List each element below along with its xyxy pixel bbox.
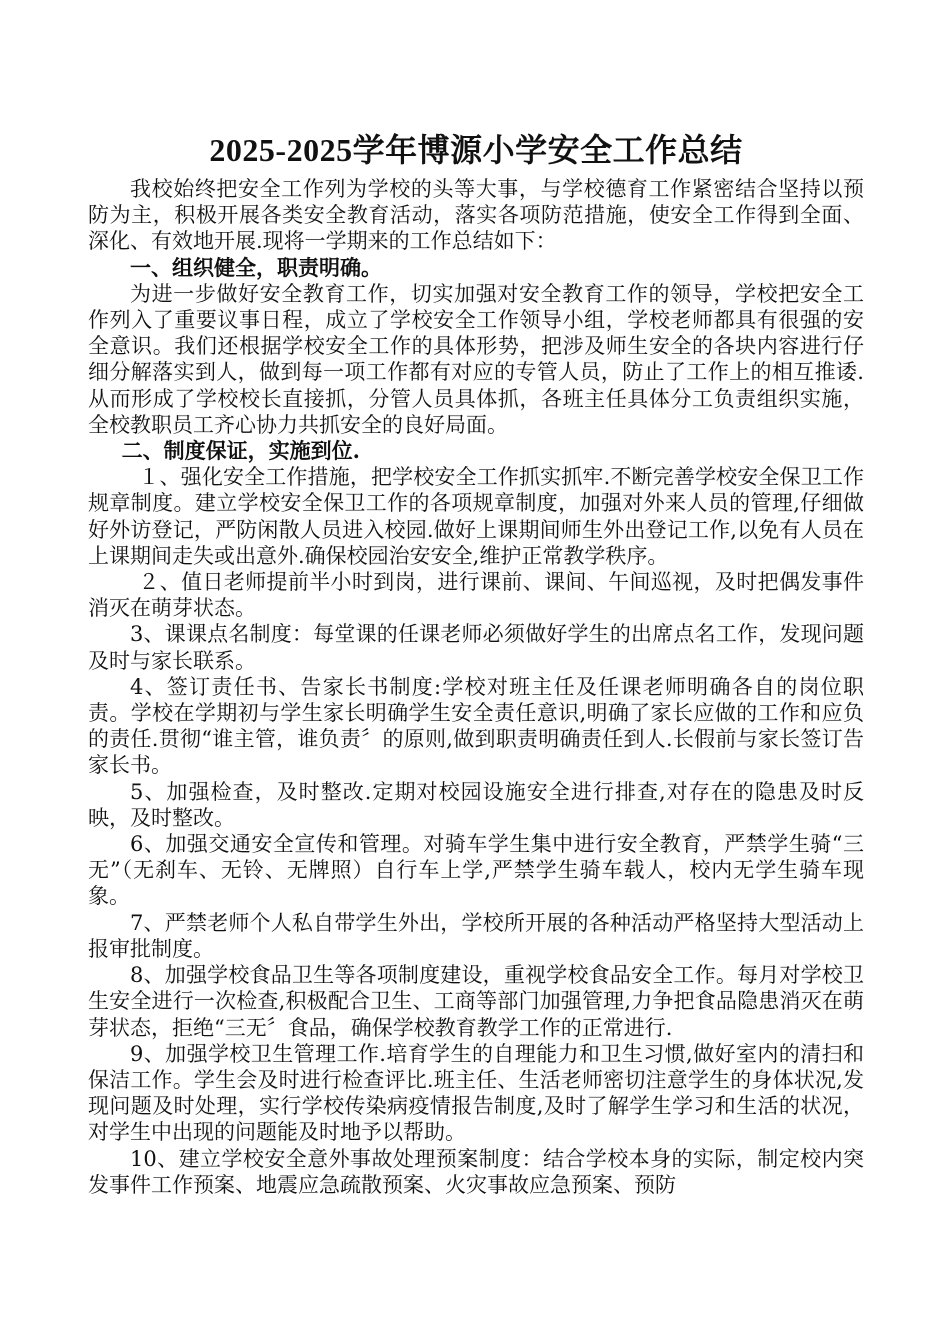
section-2-heading: 二、制度保证，实施到位. [121,438,360,464]
section-2-item-1: １、强化安全工作措施，把学校安全工作抓实抓牢.不断完善学校安全保卫工作规章制度。建立学校安全保卫工作的各项规章制度，加强对外来人员的管理,仔细做好外访登记，严防闲散人员进入校园.做好上课期间师生外出登记工作,以免有人员在上课期间走失或出意外.确保校园治安安全,维护正常教学秩序。 [88,465,864,568]
section-1-heading: 一、组织健全，职责明确。 [130,254,382,280]
section-2-item-4: 4、签订责任书、告家长书制度:学校对班主任及任课老师明确各自的岗位职责。学校在学期初与学生家长明确学生安全责任意识,明确了家长应做的工作和应负的责任.贯彻“谁主管，谁负责〞的原则,做到职责明确责任到人.长假前与家长签订告家长书。 [88,674,864,778]
section-2-item-9: 9、加强学校卫生管理工作.培育学生的自理能力和卫生习惯,做好室内的清扫和保洁工作。学生会及时进行检查评比.班主任、生活老师密切注意学生的身体状况,发现问题及时处理，实行学校传染病疫情报告制度,及时了解学生学习和生活的状况，对学生中出现的问题能及时地予以帮助。 [88,1041,864,1145]
document-title: 2025-2025学年博源小学安全工作总结 [209,132,743,168]
section-2-item-3: 3、课课点名制度：每堂课的任课老师必须做好学生的出席点名工作，发现问题及时与家长联系。 [88,622,864,673]
section-2-item-5: 5、加强检查，及时整改.定期对校园设施安全进行排查,对存在的隐患及时反映，及时整改。 [88,779,864,830]
section-2-item-2: ２、值日老师提前半小时到岗，进行课前、课间、午间巡视，及时把偶发事件消灭在萌芽状态。 [88,570,864,621]
document-page [88,126,864,1198]
section-1-paragraph: 为进一步做好安全教育工作，切实加强对安全教育工作的领导，学校把安全工作列入了重要议事日程，成立了学校安全工作领导小组，学校老师都具有很强的安全意识。我们还根据学校安全工作的具体形势，把涉及师生安全的各块内容进行仔细分解落实到人，做到每一项工作都有对应的专管人员，防止了工作上的相互推诿.从而形成了学校校长直接抓，分管人员具体抓，各班主任具体分工负责组织实施，全校教职员工齐心协力共抓安全的良好局面。 [88,281,864,437]
section-2-item-7: 7、严禁老师个人私自带学生外出，学校所开展的各种活动严格坚持大型活动上报审批制度。 [88,910,864,961]
intro-paragraph: 我校始终把安全工作列为学校的头等大事，与学校德育工作紧密结合坚持以预防为主，积极开展各类安全教育活动，落实各项防范措施，使安全工作得到全面、深化、有效地开展.现将一学期来的工作总结如下： [88,177,864,254]
section-2-item-10: 10、建立学校安全意外事故处理预案制度：结合学校本身的实际，制定校内突发事件工作预案、地震应急疏散预案、火灾事故应急预案、预防 [88,1146,864,1197]
section-2-item-6: 6、加强交通安全宣传和管理。对骑车学生集中进行安全教育，严禁学生骑“三无”（无刹车、无铃、无牌照）自行车上学,严禁学生骑车载人，校内无学生骑车现象。 [88,832,864,909]
section-2-item-8: 8、加强学校食品卫生等各项制度建设，重视学校食品安全工作。每月对学校卫生安全进行一次检查,积极配合卫生、工商等部门加强管理,力争把食品隐患消灭在萌芽状态，拒绝“三无〞食品，确保学校教育教学工作的正常进行. [88,963,864,1040]
